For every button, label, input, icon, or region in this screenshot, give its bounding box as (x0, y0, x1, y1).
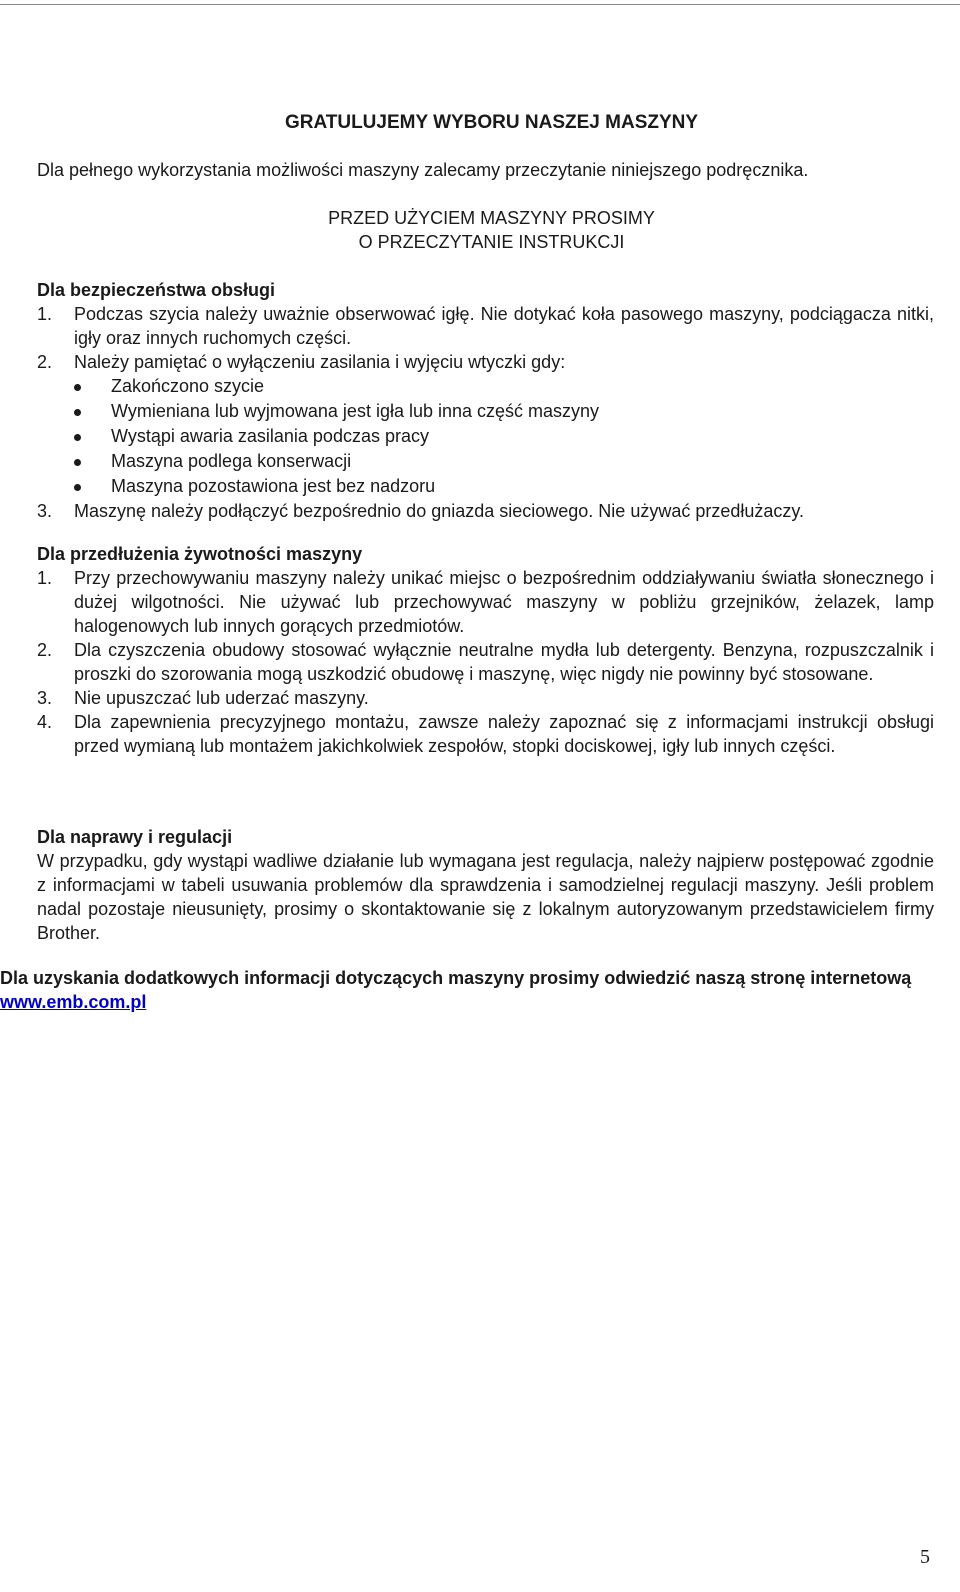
item-number: 3. (37, 501, 53, 521)
lifetime-heading: Dla przedłużenia żywotności maszyny (37, 544, 363, 564)
item-text: Podczas szycia należy uważnie obserwować igłę. Nie dotykać koła pasowego maszyny, podciągacza nitki, igły oraz innych ruchomych części. (74, 304, 934, 348)
instruction-notice-line-1: PRZED UŻYCIEM MASZYNY PROSIMY (328, 208, 655, 228)
list-item (37, 566, 934, 638)
list-item (37, 350, 934, 374)
repair-section (37, 825, 934, 945)
bullet-item: Wystąpi awaria zasilania podczas pracy (37, 424, 934, 449)
bullet-item: Maszyna pozostawiona jest bez nadzoru (37, 474, 934, 499)
item-text: Maszynę należy podłączyć bezpośrednio do gniazda sieciowego. Nie używać przedłużaczy. (74, 501, 805, 521)
item-number: 3. (37, 688, 53, 708)
item-number: 2. (37, 352, 53, 372)
website-link[interactable]: www.emb.com.pl (0, 992, 147, 1012)
safety-list-cont (37, 499, 934, 523)
item-number: 1. (37, 568, 53, 588)
list-item (37, 710, 934, 758)
list-item (37, 686, 934, 710)
item-number: 4. (37, 712, 53, 732)
instruction-notice-line-2: O PRZECZYTANIE INSTRUKCJI (358, 232, 625, 252)
item-text: Dla czyszczenia obudowy stosować wyłącznie neutralne mydła lub detergenty. Benzyna, rozpuszczalnik i proszki do szorowania mogą uszkodzić obudowę i maszynę, więc nigdy nie powinny być stosowane. (74, 640, 934, 684)
safety-heading: Dla bezpieczeństwa obsługi (37, 280, 276, 300)
lifetime-section (37, 542, 934, 758)
item-number: 1. (37, 304, 53, 324)
lifetime-list (37, 566, 934, 758)
item-text: Przy przechowywaniu maszyny należy unikać miejsc o bezpośrednim oddziaływaniu światła słonecznego i dużej wilgotności. Nie używać lub przechowywać maszyny w pobliżu grzejników, żelazek, lamp halogenowych lub innych gorących przedmiotów. (74, 568, 934, 636)
more-info (0, 966, 930, 1014)
bullet-item: Wymieniana lub wyjmowana jest igła lub inna część maszyny (37, 399, 934, 424)
item-text: Należy pamiętać o wyłączeniu zasilania i wyjęciu wtyczki gdy: (74, 352, 566, 372)
bullet-item: Zakończono szycie (37, 374, 934, 399)
top-rule (0, 4, 960, 5)
repair-heading: Dla naprawy i regulacji (37, 827, 233, 847)
item-number: 2. (37, 640, 53, 660)
intro-text: Dla pełnego wykorzystania możliwości maszyny zalecamy przeczytanie niniejszego podręcznika. (37, 160, 809, 180)
safety-list (37, 302, 934, 374)
repair-text: W przypadku, gdy wystąpi wadliwe działanie lub wymagana jest regulacja, należy najpierw postępować zgodnie z informacjami w tabeli usuwania problemów dla sprawdzenia i samodzielnej regulacji maszyny. Jeśli problem nadal pozostaje nieusunięty, prosimy o skontaktowanie się z lokalnym autoryzowanym przedstawicielem firmy Brother. (37, 851, 934, 943)
safety-section (37, 278, 934, 523)
bullet-item: Maszyna podlega konserwacji (37, 449, 934, 474)
list-item (37, 638, 934, 686)
page-number: 5 (920, 1546, 930, 1568)
more-info-text: Dla uzyskania dodatkowych informacji dotyczących maszyny prosimy odwiedzić naszą stronę internetową (0, 968, 912, 988)
list-item (37, 302, 934, 350)
item-text: Nie upuszczać lub uderzać maszyny. (74, 688, 369, 708)
item-text: Dla zapewnienia precyzyjnego montażu, zawsze należy zapoznać się z informacjami instrukcji obsługi przed wymianą lub montażem jakichkolwiek zespołów, stopki dociskowej, igły lub innych części. (74, 712, 934, 756)
instruction-notice (0, 206, 960, 254)
unplug-conditions-list (37, 374, 934, 499)
list-item (37, 499, 934, 523)
page-title: GRATULUJEMY WYBORU NASZEJ MASZYNY (284, 112, 699, 133)
